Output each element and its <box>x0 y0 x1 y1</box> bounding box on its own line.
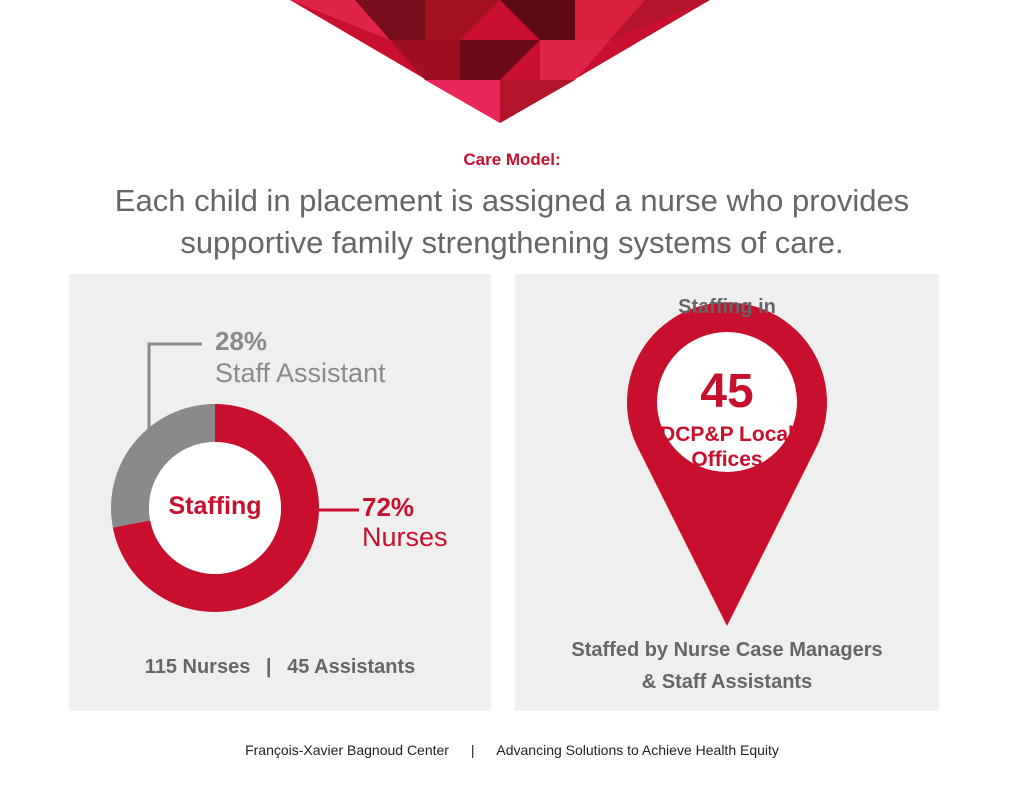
counts-separator: | <box>265 656 272 678</box>
staffed-by-text <box>515 634 939 698</box>
staffing-donut-chart <box>69 274 491 634</box>
offices-label-line-2: Offices <box>691 448 763 471</box>
staff-assistant-label: Staff Assistant <box>215 358 386 388</box>
care-model-label: Care Model: <box>463 150 561 169</box>
staff-assistant-percent: 28% <box>215 326 268 356</box>
page-footer <box>0 742 1024 758</box>
staffed-by-line-2: & Staff Assistants <box>641 671 813 693</box>
care-model-headline <box>60 180 964 264</box>
offices-count: 45 <box>700 365 754 418</box>
offices-panel <box>515 274 939 711</box>
nurses-count: 115 Nurses <box>144 656 251 678</box>
nurses-label: Nurses <box>362 522 448 552</box>
staffing-in-heading: Staffing in <box>678 296 776 318</box>
headline-line-2: supportive family strengthening systems of care. <box>180 225 844 260</box>
staffing-panel <box>69 274 491 711</box>
footer-org: François-Xavier Bagnoud Center <box>245 742 449 758</box>
offices-label-line-1: DCP&P Local <box>660 423 794 446</box>
footer-separator: | <box>470 742 475 758</box>
donut-center-label: Staffing <box>168 492 262 520</box>
staffed-by-line-1: Staffed by Nurse Case Managers <box>571 639 883 661</box>
offices-label <box>627 422 827 472</box>
footer-tagline: Advancing Solutions to Achieve Health Equity <box>496 742 779 758</box>
geometric-header-graphic <box>0 0 1024 130</box>
assistants-count: 45 Assistants <box>287 656 416 678</box>
staff-counts <box>69 656 491 679</box>
headline-line-1: Each child in placement is assigned a nurse who provides <box>114 183 910 218</box>
nurses-percent: 72% <box>362 492 415 522</box>
